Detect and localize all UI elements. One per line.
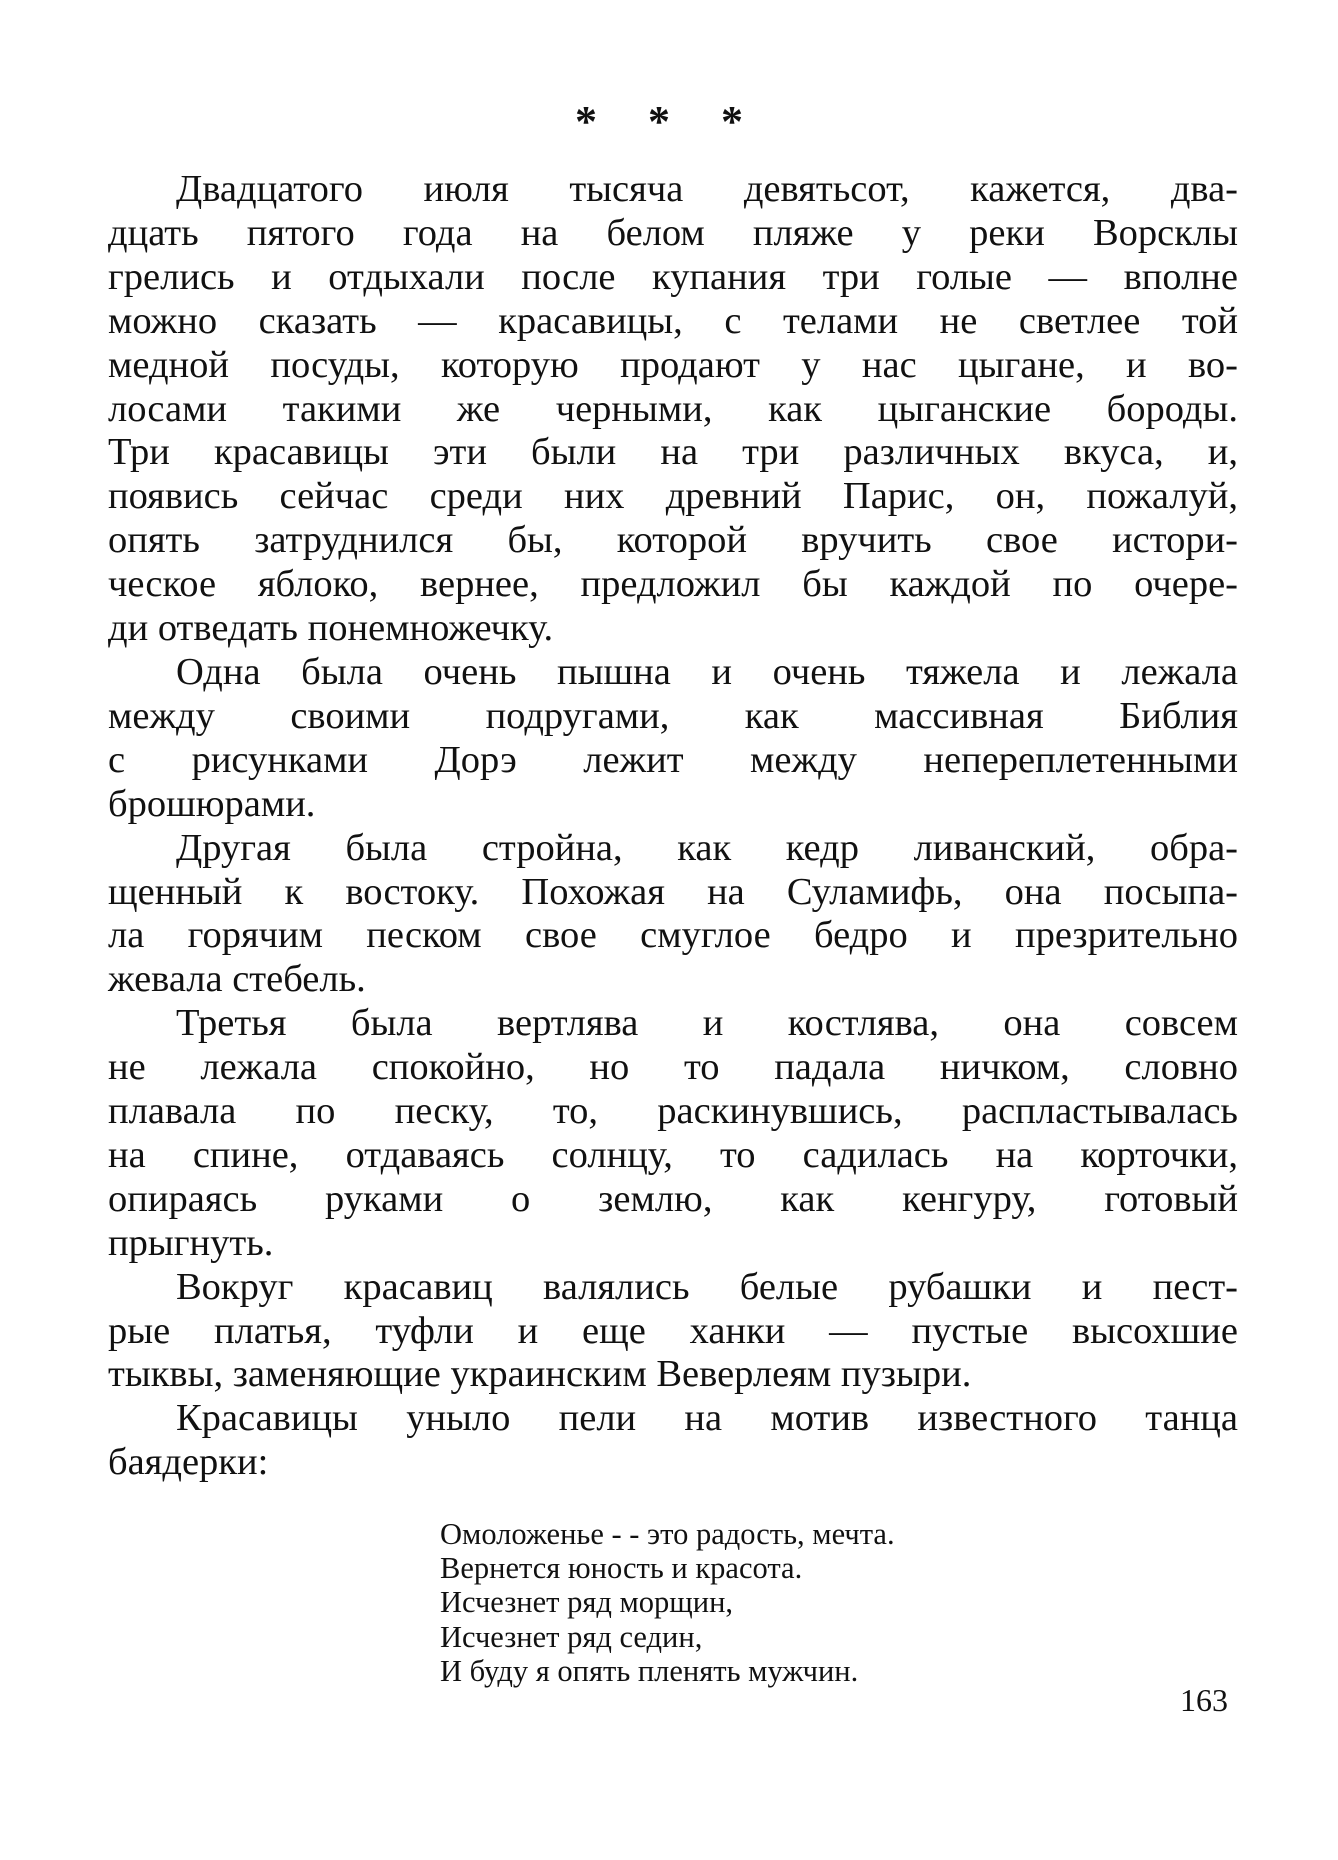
- text-line: рые платья, туфли и еще ханки — пустые высохшие: [108, 1309, 1238, 1352]
- text-line: Вокруг красавиц валялись белые рубашки и пест-: [176, 1265, 1238, 1308]
- verse-line: Исчезнет ряд седин,: [440, 1619, 703, 1654]
- text-line: Другая была стройна, как кедр ливанский, обра-: [176, 826, 1238, 869]
- text-line: опять затруднился бы, которой вручить свое истори-: [108, 519, 1238, 562]
- text-line: Третья была вертлява и костлява, она совсем: [176, 1002, 1238, 1045]
- text-line: брошюрами.: [108, 782, 316, 825]
- section-separator: * * *: [575, 97, 763, 146]
- paragraph: [108, 1002, 1238, 1265]
- text-line: баядерки:: [108, 1441, 269, 1484]
- text-line: Одна была очень пышна и очень тяжела и лежала: [176, 650, 1238, 693]
- verse-line: Омоложенье - - это радость, мечта.: [440, 1517, 895, 1551]
- text-line: Красавицы уныло пели на мотив известного танца: [176, 1397, 1238, 1440]
- text-line: прыгнуть.: [108, 1221, 274, 1264]
- text-line: ческое яблоко, вернее, предложил бы каждой по очере-: [108, 563, 1238, 606]
- verse-line: Вернется юность и красота.: [440, 1551, 803, 1586]
- verse-line: Исчезнет ряд морщин,: [440, 1585, 734, 1620]
- text-line: дцать пятого года на белом пляже у реки Ворсклы: [108, 211, 1238, 254]
- paragraph: [108, 1397, 1238, 1485]
- text-line: Три красавицы эти были на три различных вкуса, и,: [108, 431, 1238, 474]
- text-line: лосами такими же черными, как цыганские бороды.: [108, 387, 1238, 430]
- text-line: плавала по песку, то, раскинувшись, распластывалась: [108, 1090, 1238, 1133]
- text-line: появись сейчас среди них древний Парис, он, пожалуй,: [108, 475, 1238, 518]
- text-line: на спине, отдаваясь солнцу, то садилась на корточки,: [108, 1133, 1238, 1176]
- verse-line: И буду я опять пленять мужчин.: [440, 1653, 859, 1688]
- text-line: опираясь руками о землю, как кенгуру, готовый: [108, 1177, 1238, 1220]
- paragraph: [108, 651, 1238, 827]
- paragraph: [108, 1266, 1238, 1398]
- verse-block: [440, 1517, 1040, 1688]
- text-line: жевала стебель.: [108, 958, 366, 1001]
- text-line: медной посуды, которую продают у нас цыгане, и во-: [108, 343, 1238, 386]
- paragraph: [108, 168, 1238, 651]
- text-line: грелись и отдыхали после купания три голые — вполне: [108, 255, 1238, 298]
- text-line: не лежала спокойно, но то падала ничком, словно: [108, 1046, 1238, 1089]
- text-line: можно сказать — красавицы, с телами не светлее той: [108, 299, 1238, 342]
- text-line: ла горячим песком свое смуглое бедро и презрительно: [108, 914, 1238, 957]
- text-line: с рисунками Дорэ лежит между непереплетенными: [108, 738, 1238, 781]
- paragraph: [108, 827, 1238, 1003]
- text-line: тыквы, заменяющие украинским Веверлеям пузыри.: [108, 1353, 972, 1396]
- text-line: щенный к востоку. Похожая на Суламифь, она посыпа-: [108, 870, 1238, 913]
- text-line: ди отведать понемножечку.: [108, 607, 554, 650]
- page-number: 163: [1180, 1682, 1228, 1718]
- text-line: между своими подругами, как массивная Библия: [108, 694, 1238, 737]
- body-text: [108, 168, 1238, 1485]
- text-line: Двадцатого июля тысяча девятьсот, кажется, два-: [176, 168, 1238, 210]
